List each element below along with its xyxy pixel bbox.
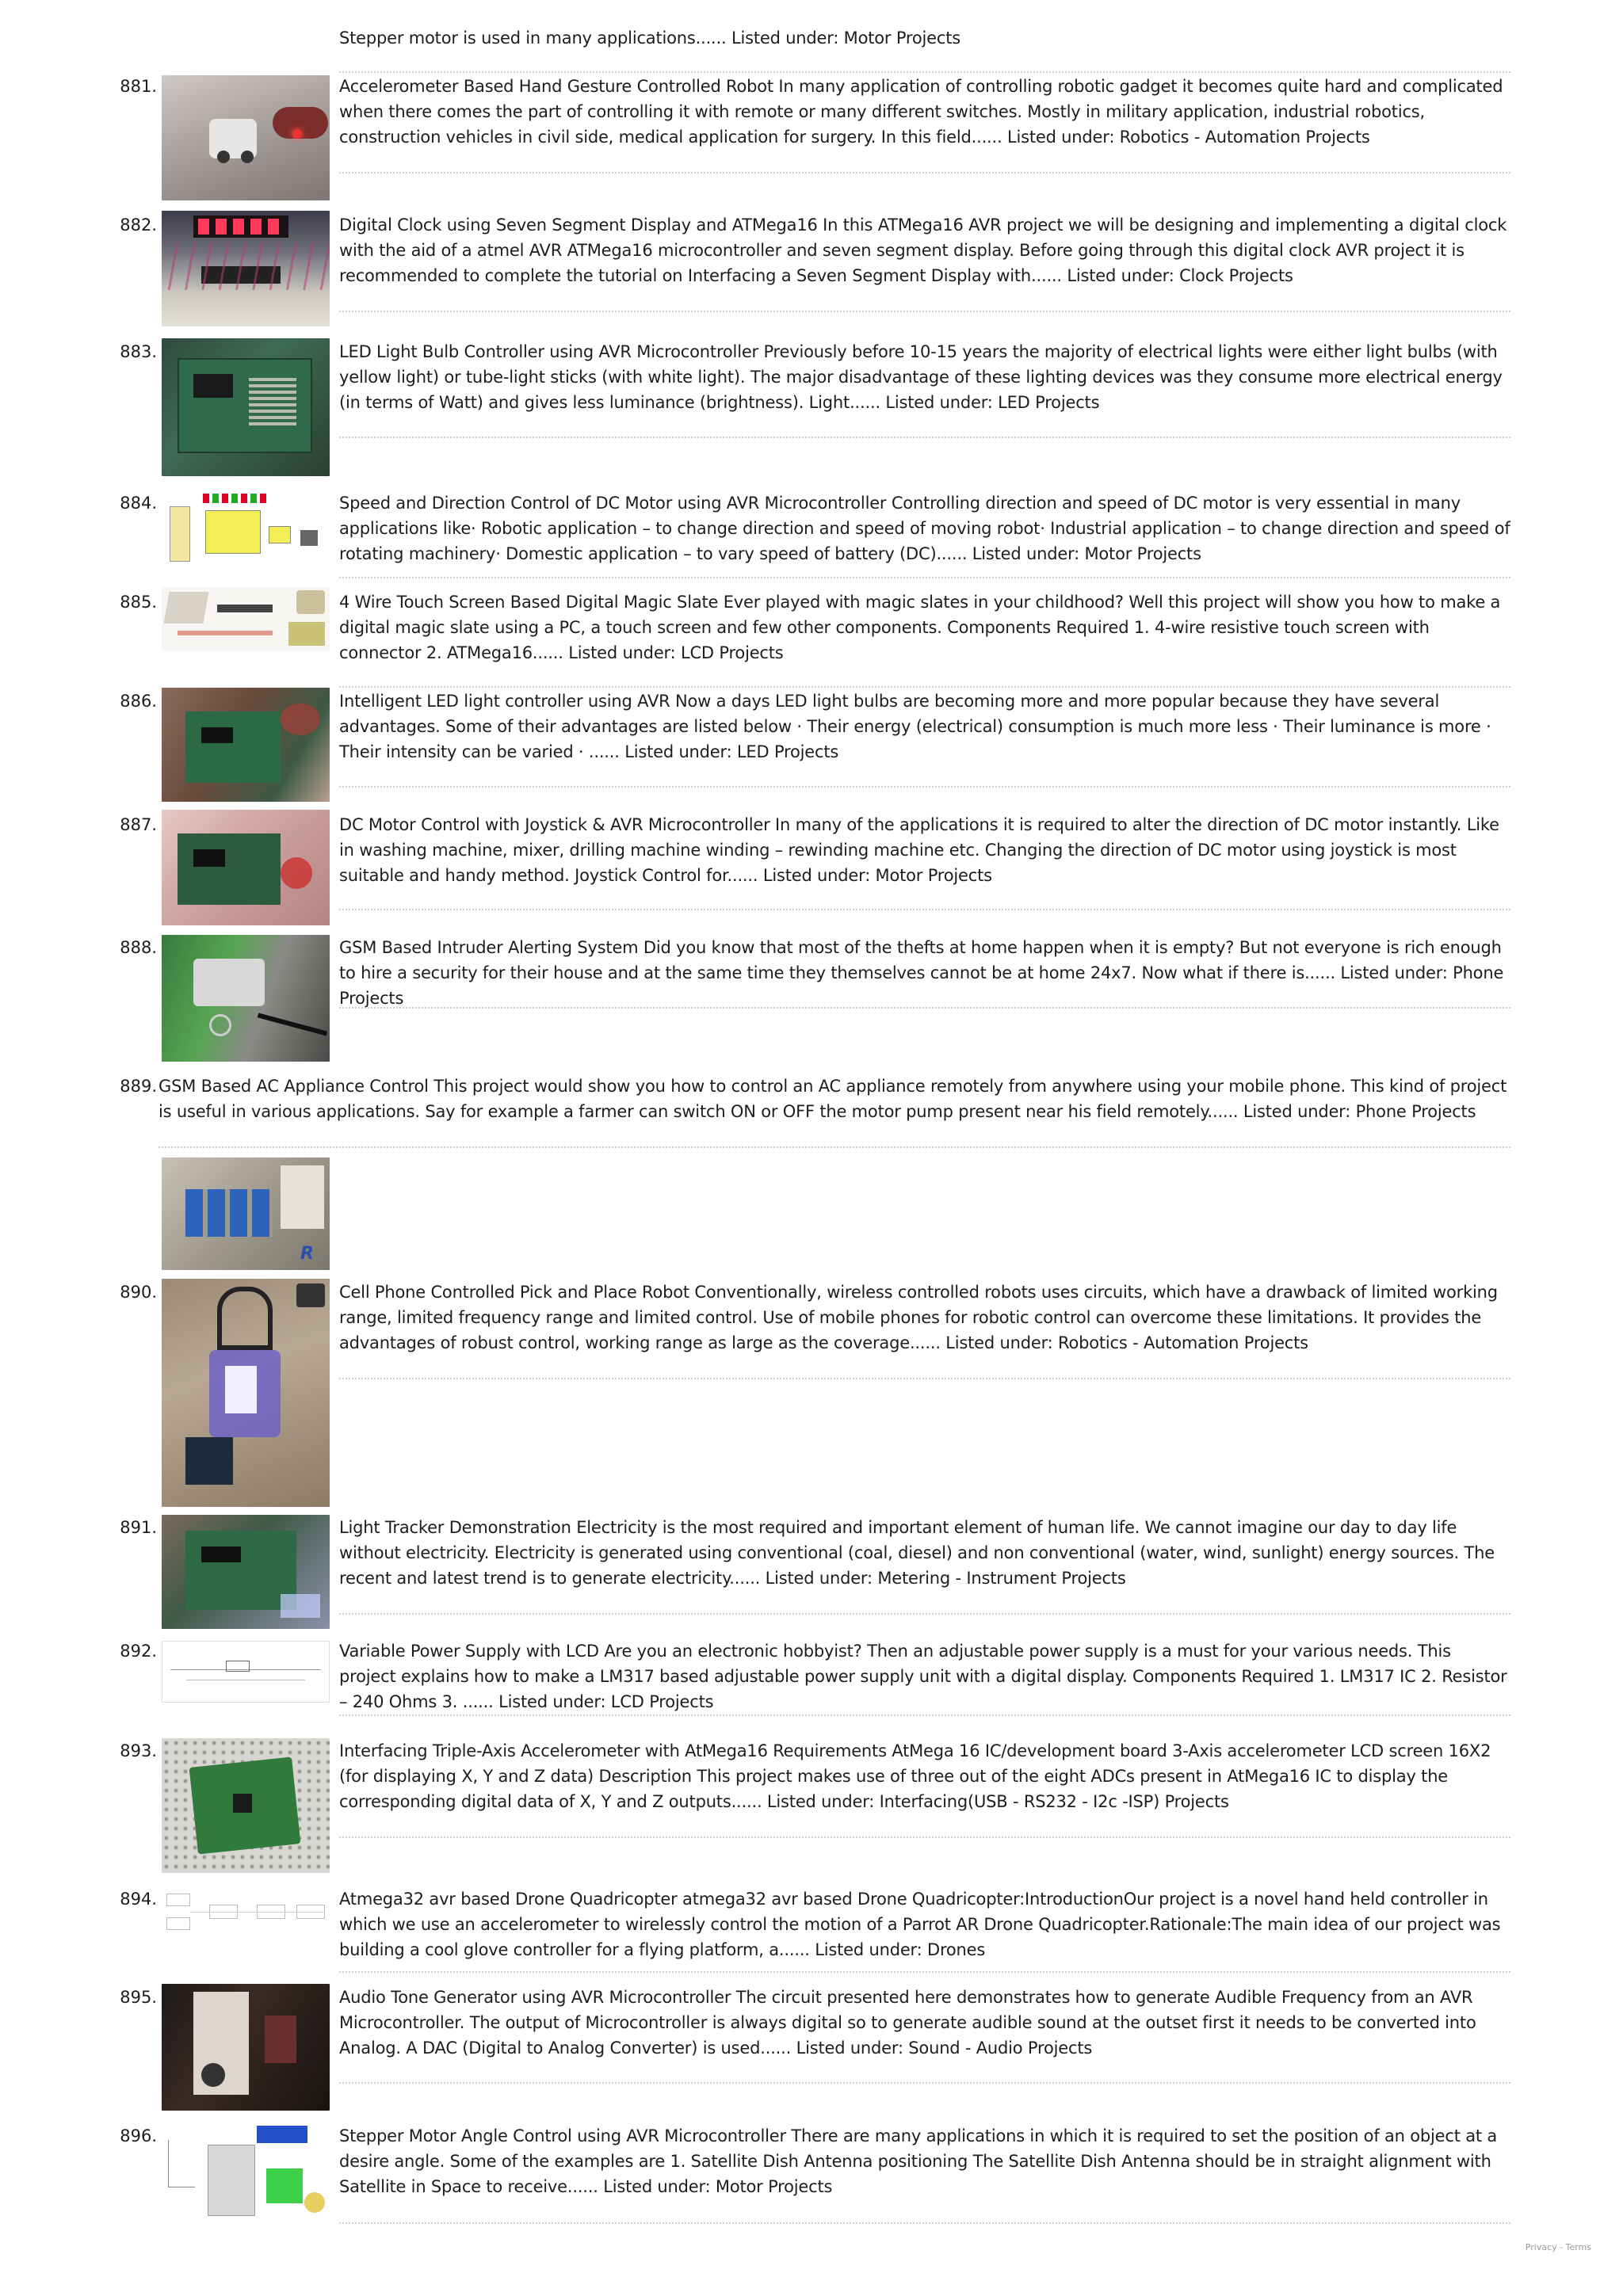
item-number: 894. [120, 1890, 157, 1909]
project-description[interactable]: 4 Wire Touch Screen Based Digital Magic Slate Ever played with magic slates in your childhood? Well this project will show you how to make a digital magic slate using a PC, a touch screen and few other components. Components Required 1. 4-wire resistive touch screen with connector 2. ATMega16...... Listed under: LCD Projects [339, 593, 1501, 662]
project-description[interactable]: Speed and Direction Control of DC Motor using AVR Microcontroller Controlling direction and speed of DC motor is very essential in many applications like· Robotic application – to change direction and speed of moving robot· Industrial application – to change direction and speed of rotating machinery· Domestic application – to vary speed of battery (DC)...... Listed under: Motor Projects [339, 494, 1510, 563]
project-thumbnail[interactable] [162, 1641, 330, 1703]
item-number: 896. [120, 2126, 157, 2145]
project-thumbnail[interactable] [162, 490, 330, 574]
footer-separator: - [1556, 2242, 1566, 2252]
item-number: 882. [120, 215, 157, 235]
divider [339, 437, 1510, 438]
item-number: 893. [120, 1741, 157, 1760]
project-thumbnail[interactable] [162, 338, 330, 476]
project-description[interactable]: Accelerometer Based Hand Gesture Controlled Robot In many application of controlling robotic gadget it becomes quite hard and complicated when there comes the part of controlling it with remote or many different switches. Mostly in military application, industrial robotics, construction vehicles in civil side, medical application for surgery. In this field...... Listed under: Robotics - Automation Projects [339, 77, 1503, 147]
project-description[interactable]: Variable Power Supply with LCD Are you an electronic hobbyist? Then an adjustable power supply is a must for your various needs. This project explains how to make a LM317 based adjustable power supply unit with a digital display. Components Required 1. LM317 IC 2. Resistor – 240 Ohms 3. ...... Listed under: LCD Projects [339, 1642, 1507, 1711]
divider [339, 2222, 1510, 2224]
divider [339, 1378, 1510, 1379]
item-number: 884. [120, 494, 157, 513]
project-description[interactable]: Light Tracker Demonstration Electricity is the most required and important element of human life. We cannot imagine our day to day life without electricity. Electricity is generated using conventional (coal, diesel) and non conventional (water, wind, sunlight) energy sources. The recent and latest trend is to generate electricity...... Listed under: Metering - Instrument Projects [339, 1518, 1495, 1588]
project-description[interactable]: Atmega32 avr based Drone Quadricopter atmega32 avr based Drone Quadricopter:IntroductionOur project is a novel hand held controller in which we use an accelerometer to wirelessly control the motion of a Parrot AR Drone Quadricopter.Rationale:The main idea of our project was building a cool glove controller for a flying platform, a...... Listed under: Drones [339, 1890, 1501, 1959]
project-description[interactable]: GSM Based AC Appliance Control This project would show you how to control an AC appliance remotely from anywhere using your mobile phone. This kind of project is useful in various applications. Say for example a farmer can switch ON or OFF the motor pump present near his field remotely...... Listed under: Phone Projects [158, 1077, 1507, 1121]
divider [339, 1971, 1510, 1973]
project-description[interactable]: DC Motor Control with Joystick & AVR Microcontroller In many of the applications it is required to alter the direction of DC motor instantly. Like in washing machine, mixer, drilling machine winding – rewinding machine etc. Changing the direction of DC motor using joystick is most suitable and handy method. Joystick Control for...... Listed under: Motor Projects [339, 815, 1499, 885]
divider [339, 1714, 1510, 1716]
project-thumbnail[interactable] [162, 1515, 330, 1629]
project-thumbnail[interactable] [162, 587, 330, 650]
project-description[interactable]: Interfacing Triple-Axis Accelerometer with AtMega16 Requirements AtMega 16 IC/development board 3-Axis accelerometer LCD screen 16X2 (for displaying X, Y and Z data) Description This project makes use of three out of the eight ADCs present in AtMega16 IC to display the corresponding digital data of X, Y and Z outputs...... Listed under: Interfacing(USB - RS232 - I2c -ISP) Projects [339, 1741, 1491, 1811]
divider [339, 2082, 1510, 2084]
project-thumbnail[interactable]: R [162, 1158, 330, 1270]
item-number: 890. [120, 1283, 157, 1302]
project-thumbnail[interactable] [162, 75, 330, 200]
privacy-link[interactable]: Privacy [1525, 2242, 1557, 2252]
divider [339, 686, 1510, 688]
project-description[interactable]: LED Light Bulb Controller using AVR Microcontroller Previously before 10-15 years the majority of electrical lights were either light bulbs (with yellow light) or tube-light sticks (with white light). The major disadvantage of these lighting devices was they consume more electrical energy (in terms of Watt) and gives less luminance (brightness). Light...... Listed under: LED Projects [339, 342, 1503, 412]
project-thumbnail[interactable] [162, 1279, 330, 1507]
divider [339, 71, 1510, 73]
item-number: 887. [120, 815, 157, 834]
project-description[interactable]: Stepper Motor Angle Control using AVR Microcontroller There are many applications in which it is required to set the position of an object at a desire angle. Some of the examples are 1. Satellite Dish Antenna positioning The Satellite Dish Antenna should be in straight alignment with Satellite in Space to receive...... Listed under: Motor Projects [339, 2126, 1498, 2196]
project-thumbnail[interactable] [162, 688, 330, 802]
intro-text: Stepper motor is used in many applications...... Listed under: Motor Projects [339, 29, 961, 48]
project-description[interactable]: Intelligent LED light controller using AVR Now a days LED light bulbs are becoming more and more popular because they have several advantages. Some of their advantages are listed below · Their energy (electrical) consumption is much more less · Their luminance is more · Their intensity can be varied · ...... Listed under: LED Projects [339, 692, 1491, 761]
item-number: 889. [120, 1077, 157, 1096]
divider [339, 909, 1510, 910]
project-thumbnail[interactable] [162, 1984, 330, 2111]
project-thumbnail[interactable] [162, 810, 330, 925]
project-thumbnail[interactable] [162, 2121, 330, 2230]
divider [339, 1836, 1510, 1838]
item-number: 886. [120, 692, 157, 711]
item-number: 881. [120, 77, 157, 96]
project-description[interactable]: Cell Phone Controlled Pick and Place Robot Conventionally, wireless controlled robots uses circuits, which have a drawback of limited working range, limited frequency range and limited control. Use of mobile phones for robotic control can overcome these limitations. It provides the advantages of robust control, working range as large as the coverage...... Listed under: Robotics - Automation Projects [339, 1283, 1498, 1352]
item-number: 892. [120, 1642, 157, 1661]
project-description[interactable]: Audio Tone Generator using AVR Microcontroller The circuit presented here demonstrates how to generate Audible Frequency from an AVR Microcontroller. The output of Microcontroller is always digital so to generate audible sound at the outset first it needs to be converted into Analog. A DAC (Digital to Analog Converter) is used...... Listed under: Sound - Audio Projects [339, 1988, 1476, 2058]
item-number: 895. [120, 1988, 157, 2007]
project-thumbnail[interactable] [162, 935, 330, 1062]
divider [158, 1146, 1510, 1148]
footer-links [1526, 2242, 1591, 2252]
project-thumbnail[interactable] [162, 1886, 330, 1946]
divider [339, 1007, 1510, 1009]
divider [339, 1613, 1510, 1615]
item-number: 885. [120, 593, 157, 612]
item-number: 891. [120, 1518, 157, 1537]
divider [339, 311, 1510, 312]
project-description[interactable]: Digital Clock using Seven Segment Display and ATMega16 In this ATMega16 AVR project we will be designing and implementing a digital clock with the aid of a atmel AVR ATMega16 microcontroller and seven segment display. Before going through this digital clock AVR project it is recommended to complete the tutorial on Interfacing a Seven Segment Display with...... Listed under: Clock Projects [339, 215, 1507, 285]
project-description[interactable]: GSM Based Intruder Alerting System Did you know that most of the thefts at home happen when it is empty? But not everyone is rich enough to hire a security for their house and at the same time they themselves cannot be at home 24x7. Now what if there is...... Listed under: Phone Projects [339, 938, 1504, 1008]
terms-link[interactable]: Terms [1565, 2242, 1591, 2252]
item-number: 888. [120, 938, 157, 957]
project-thumbnail[interactable] [162, 1738, 330, 1873]
project-thumbnail[interactable] [162, 211, 330, 326]
divider [339, 172, 1510, 174]
divider [339, 577, 1510, 578]
item-number: 883. [120, 342, 157, 361]
divider [339, 786, 1510, 788]
